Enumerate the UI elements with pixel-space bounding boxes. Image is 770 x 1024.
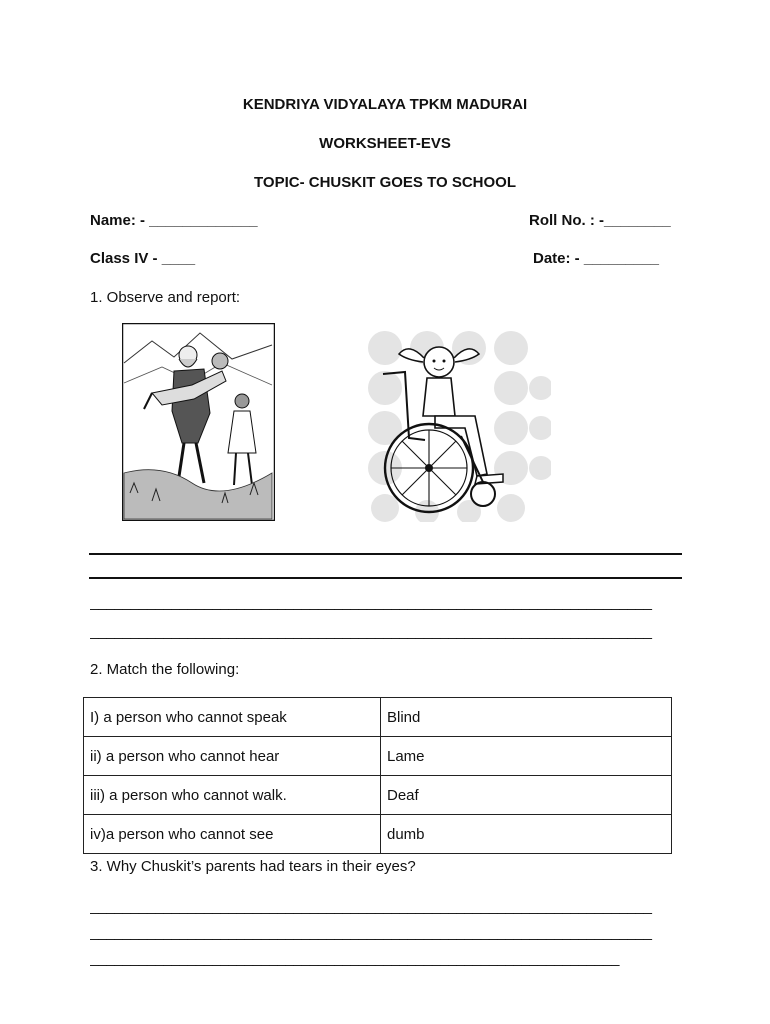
girl-in-wheelchair-illustration xyxy=(365,328,551,522)
topic-title: TOPIC- CHUSKIT GOES TO SCHOOL xyxy=(254,174,516,191)
question-1-label: 1. Observe and report: xyxy=(90,289,241,306)
match-left-cell: ii) a person who cannot hear xyxy=(84,737,381,776)
match-left-cell: iv)a person who cannot see xyxy=(84,815,381,854)
date-field: Date: - _________ xyxy=(533,250,659,267)
roll-no-field: Roll No. : -________ xyxy=(529,212,671,229)
table-row xyxy=(84,737,672,776)
q3-answer-line-2: _____________________________________________________________________ xyxy=(90,924,652,941)
q1-answer-line-1: _____________________________________________________________________ xyxy=(90,594,652,611)
table-row xyxy=(84,776,672,815)
q3-answer-line-1: _____________________________________________________________________ xyxy=(90,898,652,915)
class-field: Class IV - ____ xyxy=(90,250,196,267)
match-table xyxy=(83,697,672,854)
answer-rule-1 xyxy=(89,553,682,555)
school-title: KENDRIYA VIDYALAYA TPKM MADURAI xyxy=(242,96,528,113)
question-2-label: 2. Match the following: xyxy=(90,661,240,678)
match-right-cell: Lame xyxy=(381,737,672,776)
q1-answer-line-2: _____________________________________________________________________ xyxy=(90,623,652,640)
name-field: Name: - _____________ xyxy=(90,212,258,229)
match-right-cell: Deaf xyxy=(381,776,672,815)
table-row xyxy=(84,698,672,737)
q3-answer-line-3: _________________________________________________________________ xyxy=(90,950,620,967)
match-right-cell: dumb xyxy=(381,815,672,854)
old-man-carrying-child-illustration xyxy=(122,323,275,521)
match-left-cell: iii) a person who cannot walk. xyxy=(84,776,381,815)
worksheet-title: WORKSHEET-EVS xyxy=(319,135,451,152)
question-3-label: 3. Why Chuskit’s parents had tears in their eyes? xyxy=(90,858,416,875)
match-right-cell: Blind xyxy=(381,698,672,737)
match-left-cell: I) a person who cannot speak xyxy=(84,698,381,737)
table-row xyxy=(84,815,672,854)
answer-rule-2 xyxy=(89,577,682,579)
